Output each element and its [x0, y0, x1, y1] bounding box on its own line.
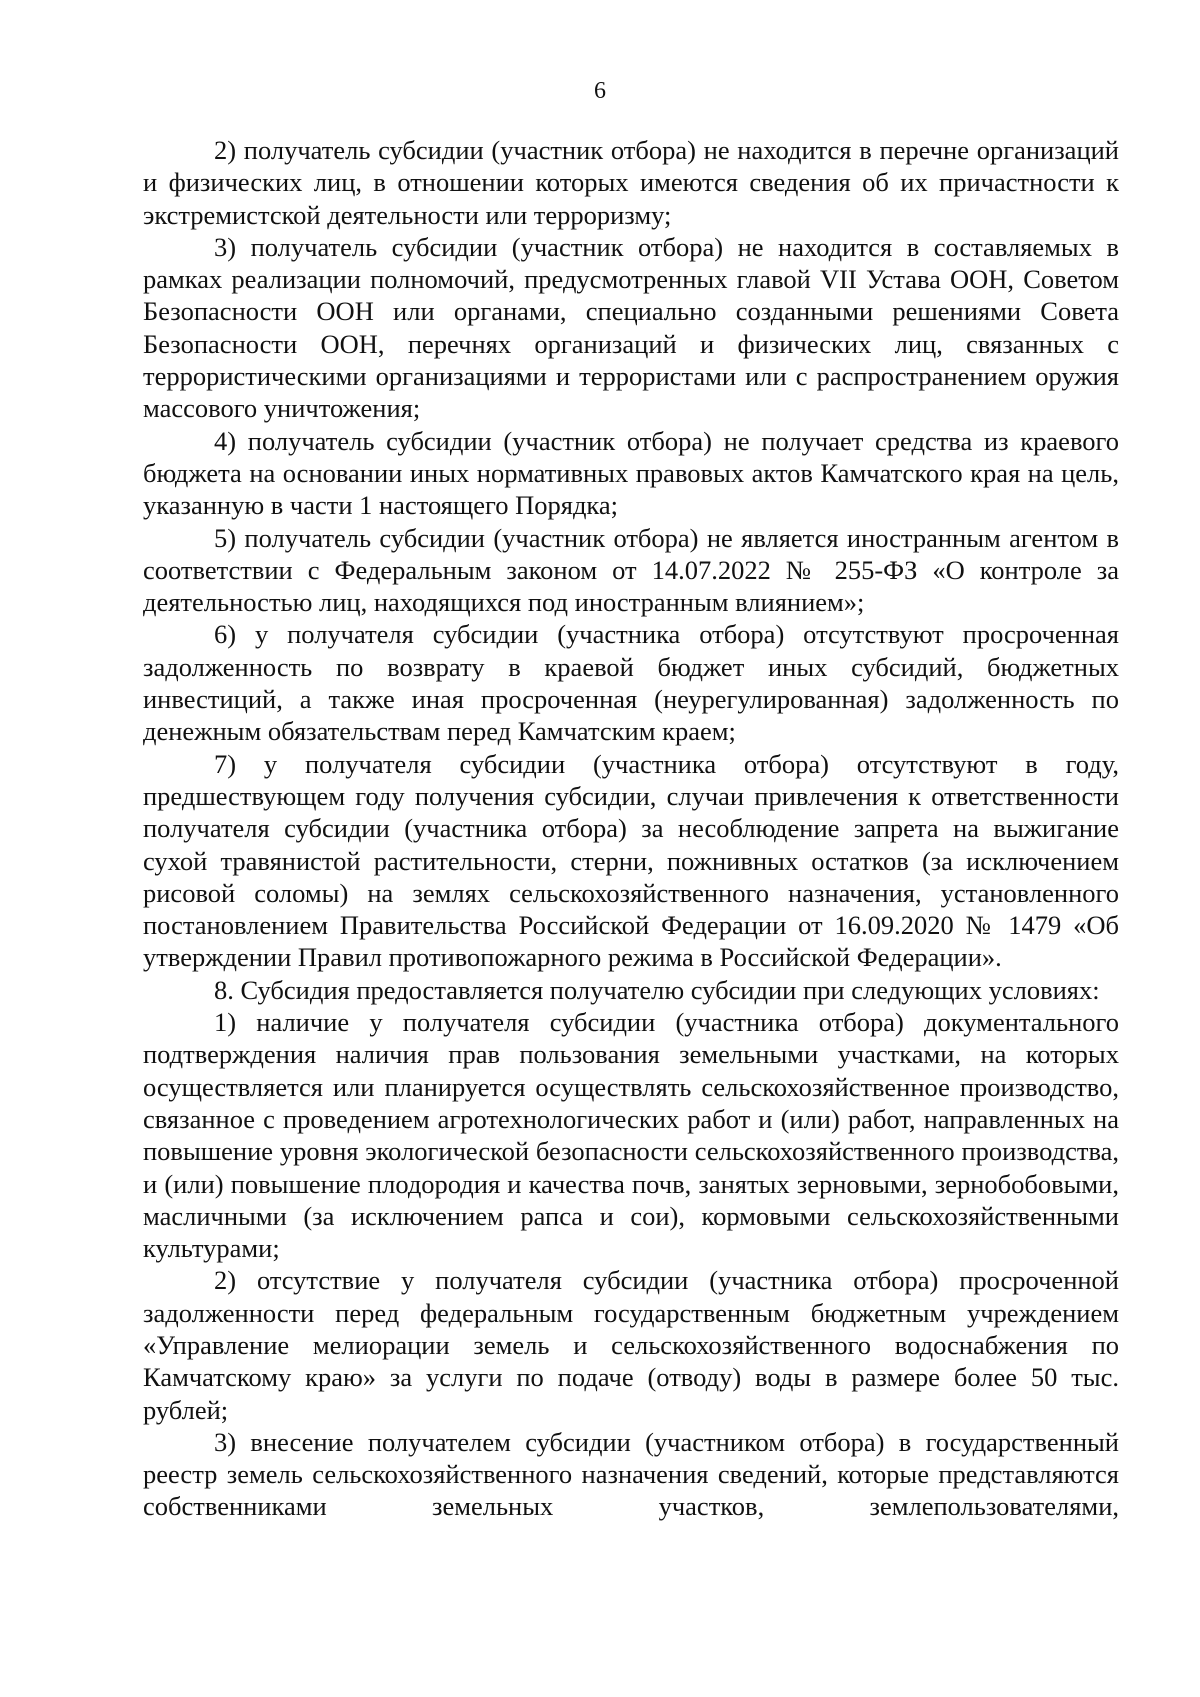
paragraph-section-8-conditions: 8. Субсидия предоставляется получателю субсидии при следующих условиях: [214, 974, 1100, 1005]
paragraph-condition-3-land-registry: 3) внесение получателем субсидии (участником отбора) в государственный реестр земель сельскохозяйственного назначения сведений, которые представляются собственниками земельных участков, землепользователями, [143, 1426, 1119, 1522]
paragraph-item-7-burning-ban: 7) у получателя субсидии (участника отбора) отсутствуют в году, предшествующем году получения субсидии, случаи привлечения к ответственности получателя субсидии (участника отбора) за несоблюдение запрета на выжигание сухой травянистой растительности, стерни, пожнивных остатков (за исключением рисовой соломы) на землях сельскохозяйственного назначения, установленного постановлением Правительства Российской Федерации от 16.09.2020 № 1479 «Об утверждении Правил противопожарного режима в Российской Федерации». [143, 748, 1119, 973]
document-body [143, 134, 1119, 1523]
paragraph-item-3-un-sanctions-list: 3) получатель субсидии (участник отбора) не находится в составляемых в рамках реализации полномочий, предусмотренных главой VII Устава ООН, Советом Безопасности ООН или органами, специально созданными решениями Совета Безопасности ООН, перечнях организаций и физических лиц, связанных с террористическими организациями и террористами или с распространением оружия массового уничтожения; [143, 231, 1119, 424]
page-number: 6 [594, 78, 606, 104]
paragraph-item-4-other-funding: 4) получатель субсидии (участник отбора) не получает средства из краевого бюджета на основании иных нормативных правовых актов Камчатского края на цель, указанную в части 1 настоящего Порядка; [143, 425, 1119, 521]
paragraph-condition-2-water-debt: 2) отсутствие у получателя субсидии (участника отбора) просроченной задолженности перед федеральным государственным бюджетным учреждением «Управление мелиорации земель и сельскохозяйственного водоснабжения по Камчатскому краю» за услуги по подаче (отводу) воды в размере более 50 тыс. рублей; [143, 1265, 1119, 1425]
paragraph-item-5-foreign-agent: 5) получатель субсидии (участник отбора) не является иностранным агентом в соответствии с Федеральным законом от 14.07.2022 № 255-ФЗ «О контроле за деятельностью лиц, находящихся под иностранным влиянием»; [143, 522, 1119, 618]
paragraph-item-2-extremism-list: 2) получатель субсидии (участник отбора) не находится в перечне организаций и физических лиц, в отношении которых имеются сведения об их причастности к экстремистской деятельности или терроризму; [143, 135, 1119, 230]
paragraph-item-6-overdue-debt: 6) у получателя субсидии (участника отбора) отсутствуют просроченная задолженность по возврату в краевой бюджет иных субсидий, бюджетных инвестиций, а также иная просроченная (неурегулированная) задолженность по денежным обязательствам перед Камчатским краем; [143, 619, 1119, 747]
paragraph-condition-1-land-rights: 1) наличие у получателя субсидии (участника отбора) документального подтверждения наличия прав пользования земельными участками, на которых осуществляется или планируется осуществлять сельскохозяйственное производство, связанное с проведением агротехнологических работ и (или) работ, направленных на повышение уровня экологической безопасности сельскохозяйственного производства, и (или) повышение плодородия и качества почв, занятых зерновыми, зернобобовыми, масличными (за исключением рапса и сои), кормовыми сельскохозяйственными культурами; [143, 1007, 1119, 1264]
